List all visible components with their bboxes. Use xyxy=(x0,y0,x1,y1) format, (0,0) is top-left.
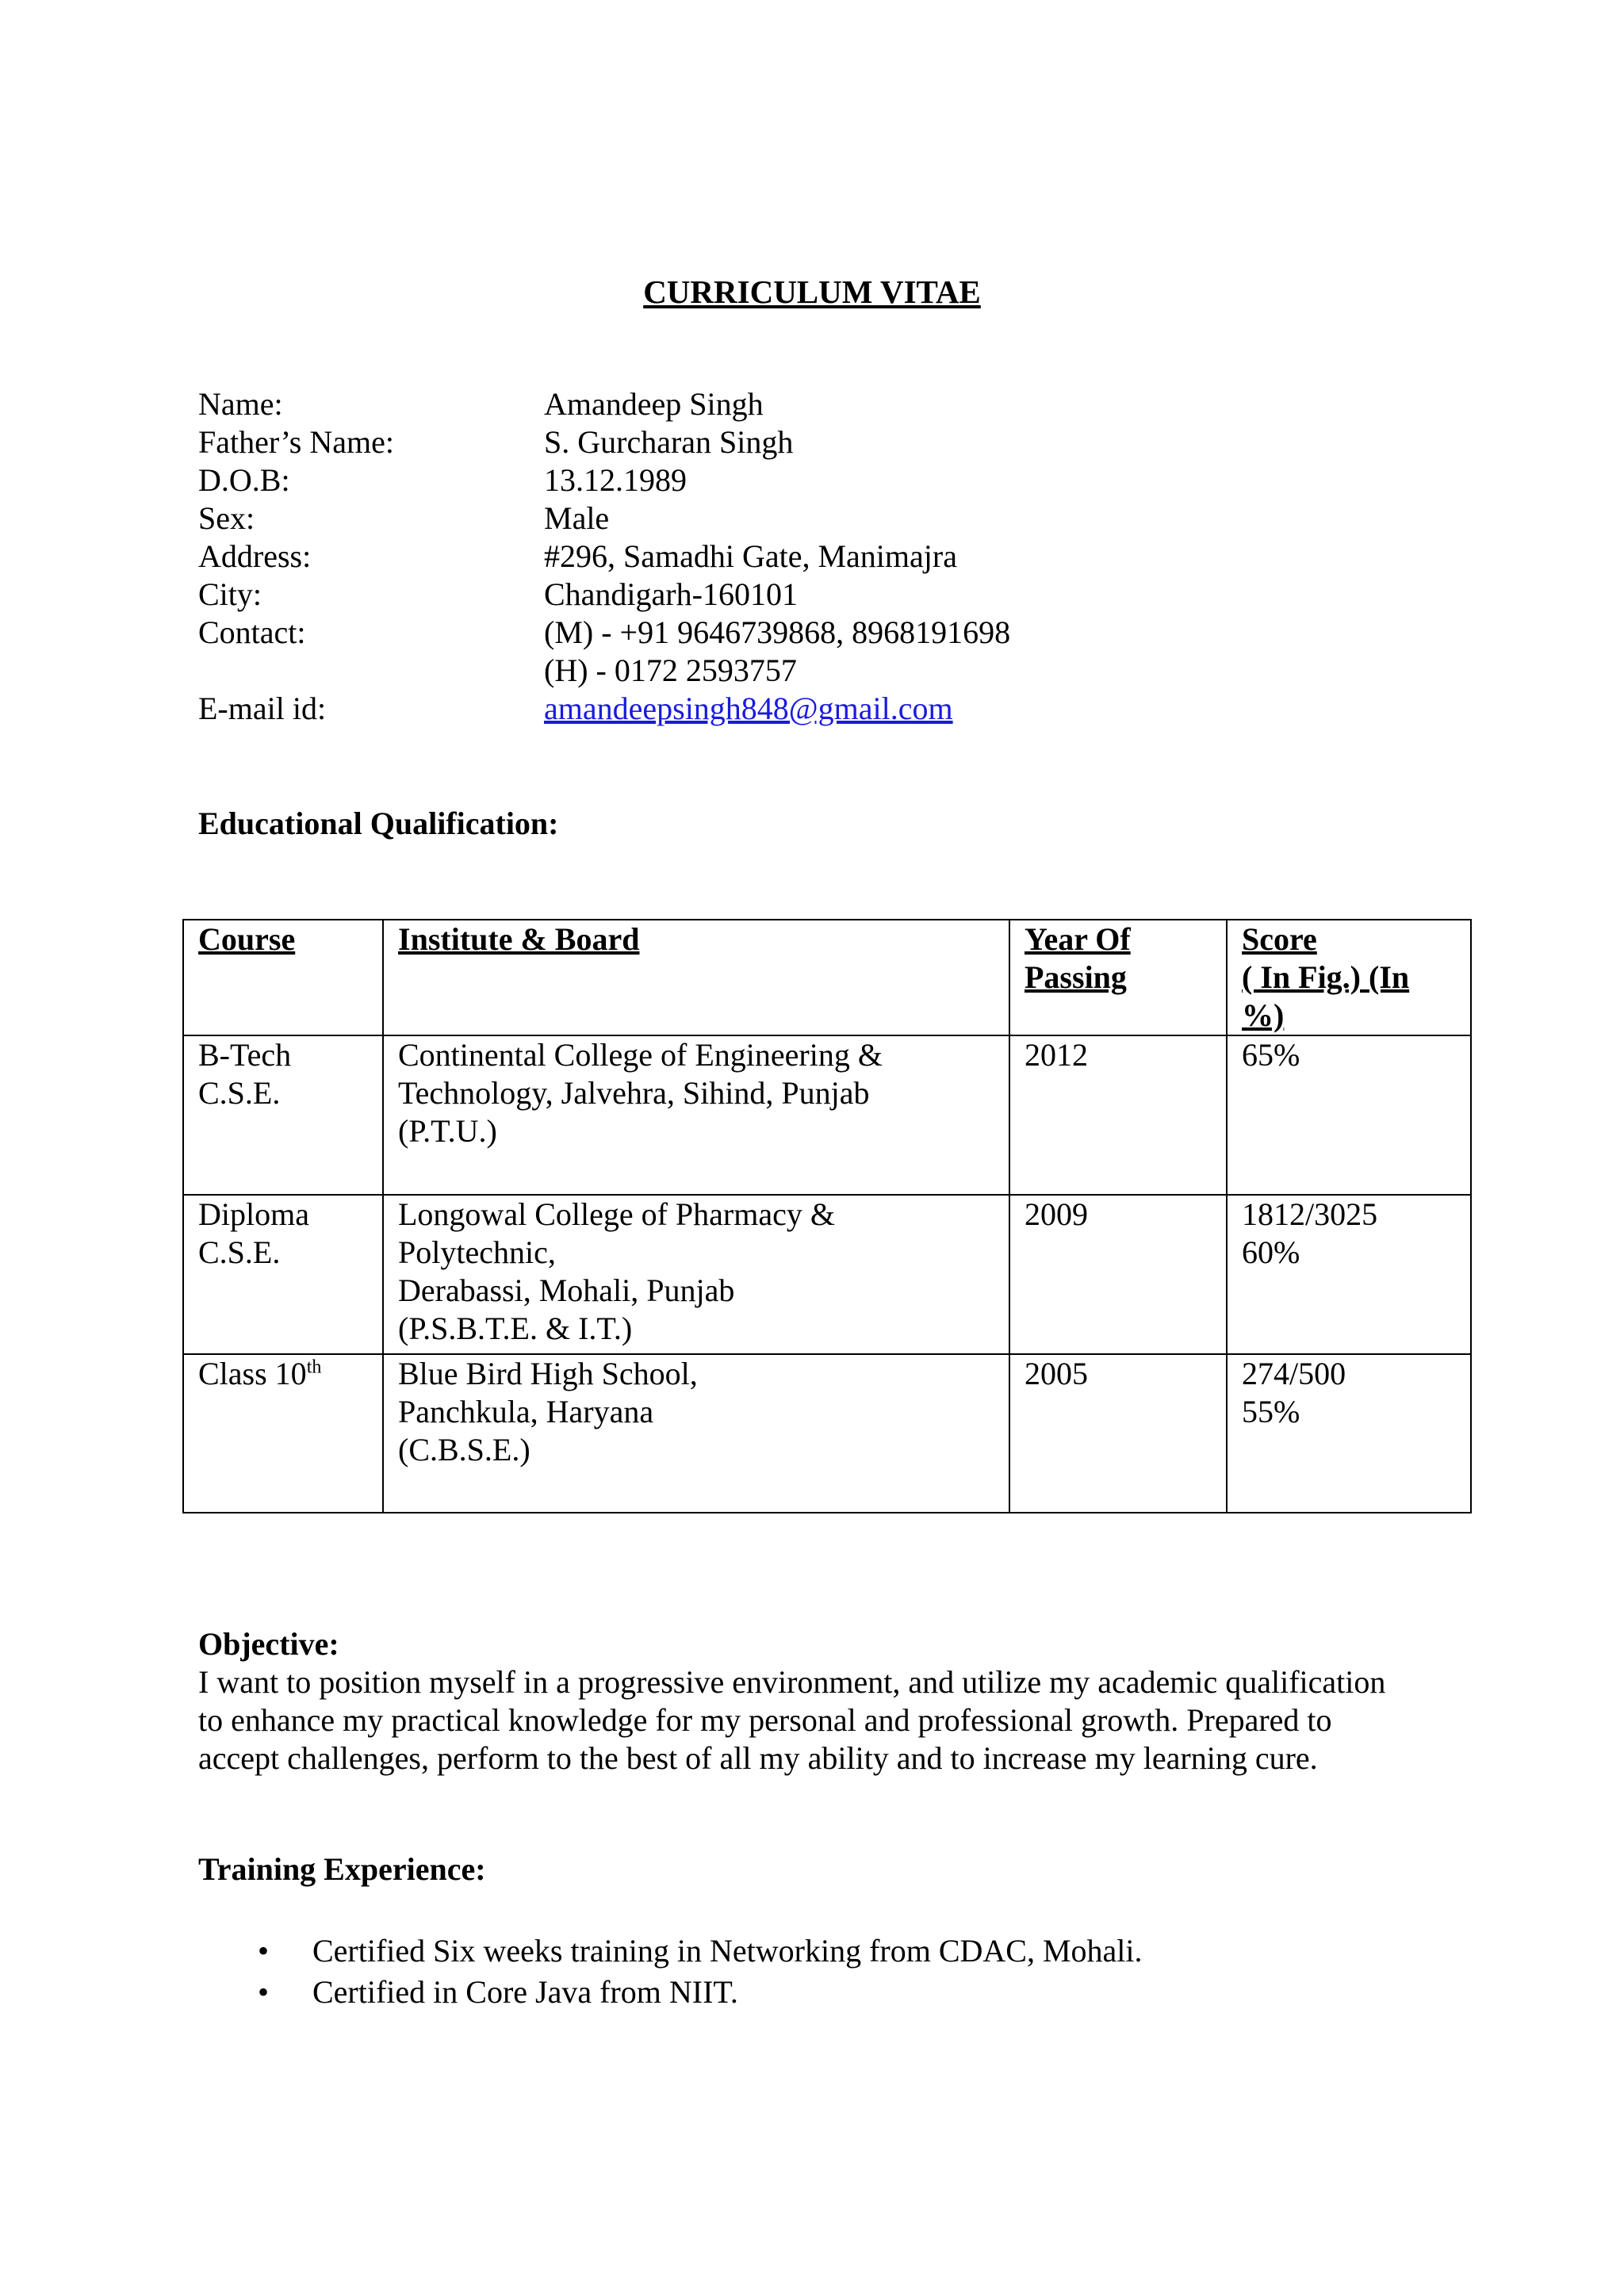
cell-text: Panchkula, Haryana xyxy=(398,1394,654,1429)
cell-text: (P.T.U.) xyxy=(398,1113,497,1149)
detail-label xyxy=(198,652,544,690)
cell-text: 2005 xyxy=(1025,1356,1088,1391)
cell-text: B-Tech xyxy=(198,1037,292,1073)
cell-text: Polytechnic, xyxy=(398,1234,556,1270)
detail-label: E-mail id: xyxy=(198,691,327,726)
detail-row-dob xyxy=(198,461,1010,499)
column-header-text: Year Of xyxy=(1025,921,1131,957)
cell-text: Technology, Jalvehra, Sihind, Punjab xyxy=(398,1075,870,1111)
detail-value: (H) - 0172 2593757 xyxy=(544,652,797,688)
cell-institute xyxy=(383,1354,1009,1513)
training-heading: Training Experience: xyxy=(198,1851,486,1887)
table-row xyxy=(183,1195,1471,1354)
detail-label: City: xyxy=(198,576,262,612)
objective-section xyxy=(198,1625,1451,1777)
cell-text: Longowal College of Pharmacy & xyxy=(398,1196,835,1232)
cell-year xyxy=(1009,1354,1227,1513)
column-header-year xyxy=(1009,920,1227,1035)
table-header-row xyxy=(183,920,1471,1035)
detail-row-father-name xyxy=(198,423,1010,461)
cell-course xyxy=(183,1195,383,1354)
detail-label: Father’s Name: xyxy=(198,424,394,460)
cell-text: (P.S.B.T.E. & I.T.) xyxy=(398,1311,633,1346)
superscript-text: th xyxy=(306,1357,322,1378)
cell-course xyxy=(183,1035,383,1195)
detail-row-email xyxy=(198,690,1010,728)
education-heading: Educational Qualification: xyxy=(198,806,559,841)
cell-text: C.S.E. xyxy=(198,1234,281,1270)
cell-year xyxy=(1009,1035,1227,1195)
cell-institute xyxy=(383,1195,1009,1354)
column-header-text: Course xyxy=(198,921,296,957)
column-header-institute xyxy=(383,920,1009,1035)
cell-year xyxy=(1009,1195,1227,1354)
detail-row-contact-mobile xyxy=(198,614,1010,652)
cell-score xyxy=(1227,1035,1471,1195)
objective-line: accept challenges, perform to the best of all my ability and to increase my learning cure. xyxy=(198,1740,1318,1776)
detail-label: Sex: xyxy=(198,500,255,536)
page-title: CURRICULUM VITAE xyxy=(643,274,981,310)
table-row xyxy=(183,1035,1471,1195)
cell-text: (C.B.S.E.) xyxy=(398,1432,530,1468)
cell-institute xyxy=(383,1035,1009,1195)
column-header-text: Score xyxy=(1242,921,1317,957)
bullet-icon: • xyxy=(257,1974,269,2010)
column-header-course xyxy=(183,920,383,1035)
detail-label: Contact: xyxy=(198,614,306,650)
detail-label: Address: xyxy=(198,538,312,574)
detail-row-address xyxy=(198,538,1010,576)
list-item-text: Certified in Core Java from NIIT. xyxy=(312,1974,738,2010)
column-header-text: ( In Fig.) (In xyxy=(1242,959,1410,995)
cell-text: C.S.E. xyxy=(198,1075,281,1111)
objective-heading: Objective: xyxy=(198,1626,339,1662)
list-item xyxy=(198,1972,1143,2013)
detail-value: Amandeep Singh xyxy=(544,386,764,422)
column-header-score xyxy=(1227,920,1471,1035)
detail-row-name xyxy=(198,385,1010,423)
detail-label: D.O.B: xyxy=(198,462,290,498)
detail-label: Name: xyxy=(198,386,283,422)
column-header-text: %) xyxy=(1242,997,1285,1033)
detail-value: #296, Samadhi Gate, Manimajra xyxy=(544,538,957,574)
column-header-text: Institute & Board xyxy=(398,921,640,957)
detail-row-city xyxy=(198,576,1010,614)
detail-row-sex xyxy=(198,499,1010,538)
detail-value: (M) - +91 9646739868, 8968191698 xyxy=(544,614,1011,650)
cell-text: Continental College of Engineering & xyxy=(398,1037,883,1073)
list-item xyxy=(198,1931,1143,1972)
cell-score xyxy=(1227,1354,1471,1513)
cell-text: Diploma xyxy=(198,1196,309,1232)
training-list xyxy=(198,1931,1143,2013)
detail-value: Chandigarh-160101 xyxy=(544,576,798,612)
education-table xyxy=(182,919,1472,1513)
detail-value: S. Gurcharan Singh xyxy=(544,424,794,460)
cell-text: 2009 xyxy=(1025,1196,1088,1232)
objective-line: to enhance my practical knowledge for my personal and professional growth. Prepared to xyxy=(198,1702,1332,1738)
table-row xyxy=(183,1354,1471,1513)
detail-value: 13.12.1989 xyxy=(544,462,687,498)
cell-text: Class 10 xyxy=(198,1356,307,1391)
cell-course xyxy=(183,1354,383,1513)
detail-value: Male xyxy=(544,500,610,536)
list-item-text: Certified Six weeks training in Networking from CDAC, Mohali. xyxy=(312,1933,1143,1969)
cell-text: 2012 xyxy=(1025,1037,1088,1073)
cell-text: 60% xyxy=(1242,1234,1300,1270)
cell-text: 65% xyxy=(1242,1037,1300,1073)
detail-row-contact-home xyxy=(198,652,1010,690)
cell-text: 55% xyxy=(1242,1394,1300,1429)
objective-line: I want to position myself in a progressive environment, and utilize my academic qualification xyxy=(198,1664,1386,1700)
personal-details xyxy=(198,385,1010,728)
cell-text: 1812/3025 xyxy=(1242,1196,1378,1232)
cell-text: Blue Bird High School, xyxy=(398,1356,698,1391)
cell-text: 274/500 xyxy=(1242,1356,1346,1391)
bullet-icon: • xyxy=(257,1933,269,1969)
cell-text: Derabassi, Mohali, Punjab xyxy=(398,1272,735,1308)
detail-value xyxy=(544,690,953,728)
column-header-text: Passing xyxy=(1025,959,1127,995)
email-link[interactable]: amandeepsingh848@gmail.com xyxy=(544,691,953,726)
cell-score xyxy=(1227,1195,1471,1354)
